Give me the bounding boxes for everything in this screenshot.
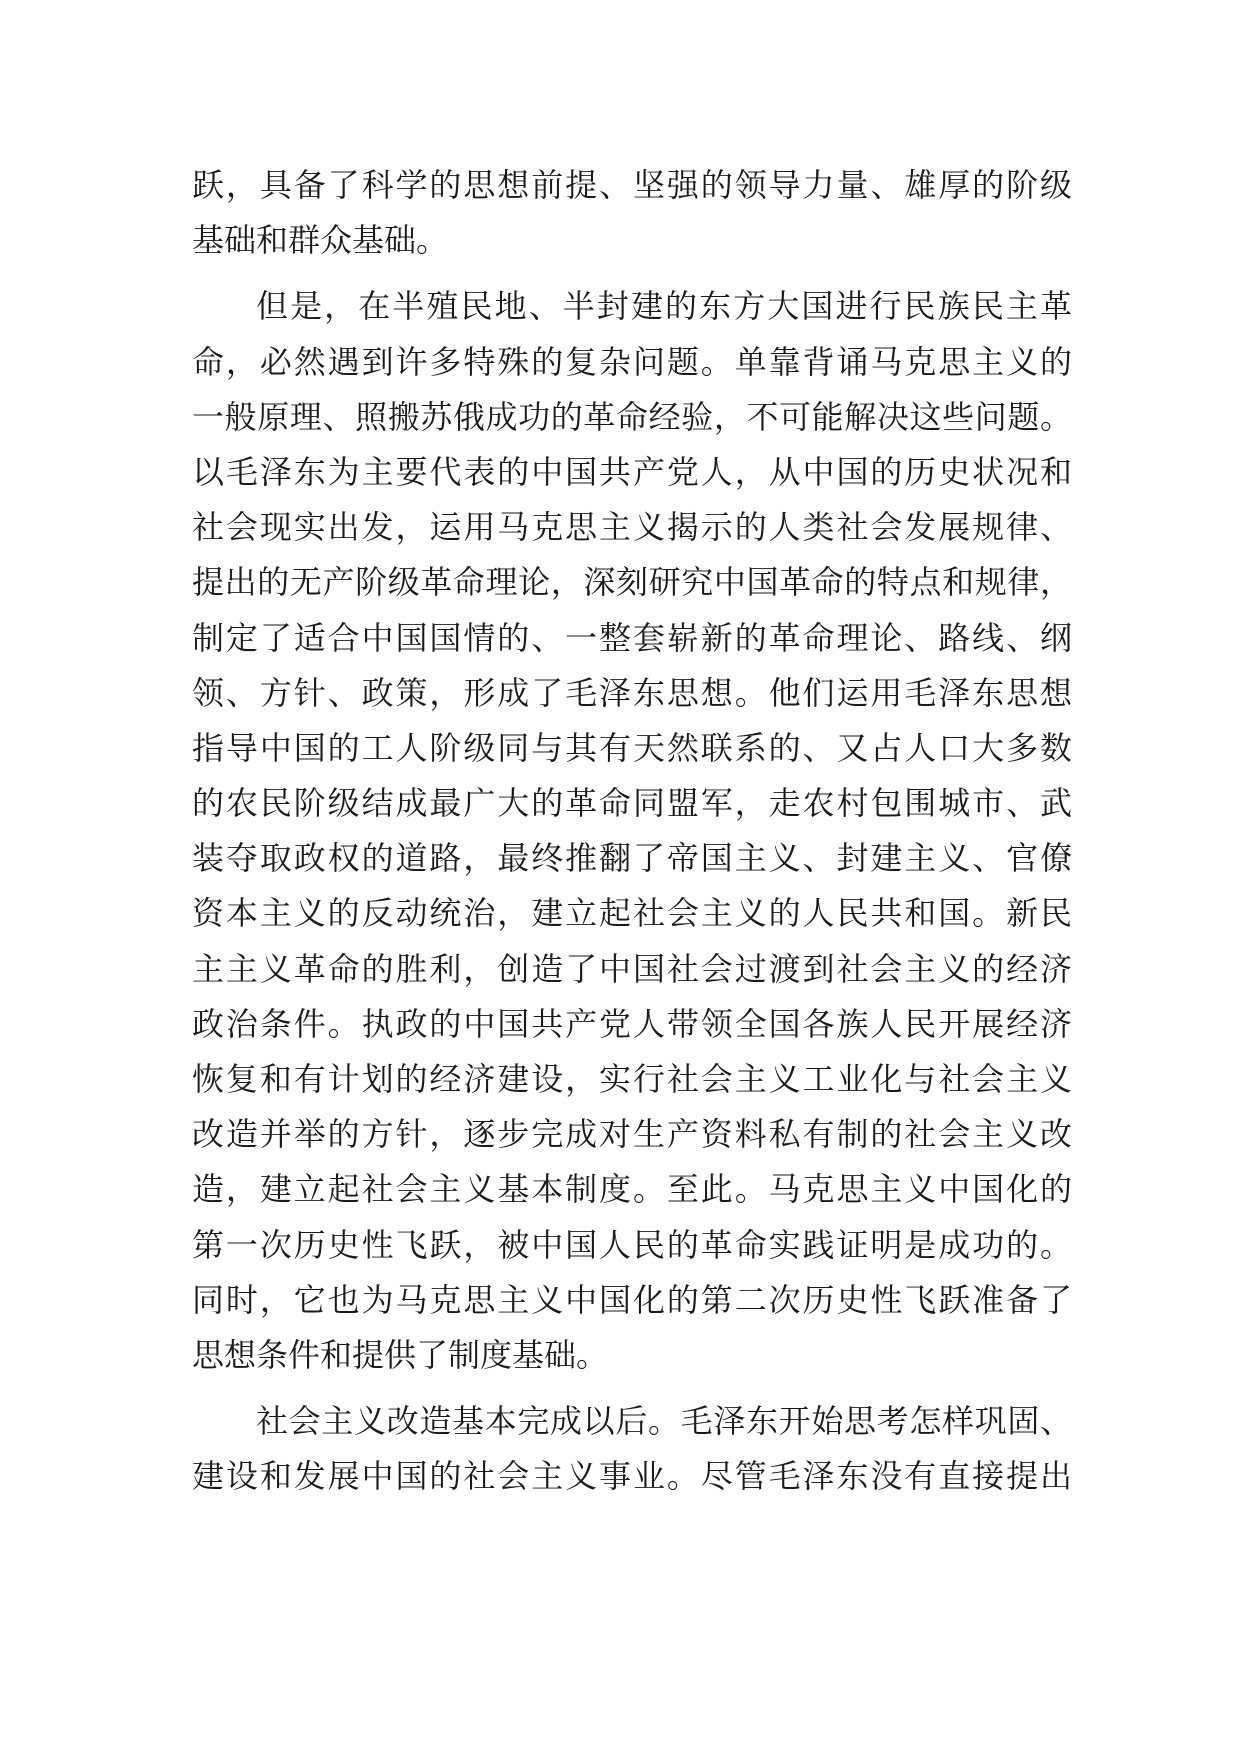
text-line: 资本主义的反动统治，建立起社会主义的人民共和国。新民	[192, 894, 1072, 933]
text-line: 指导中国的工人阶级同与其有天然联系的、又占人口大多数	[192, 728, 1072, 767]
text-line: 的农民阶级结成最广大的革命同盟军，走农村包围城市、武	[192, 784, 1072, 823]
text-line: 基础和群众基础。	[192, 221, 449, 260]
paragraph-gap	[192, 1383, 1072, 1394]
text-line: 造，建立起社会主义基本制度。至此。马克思主义中国化的	[192, 1170, 1072, 1209]
text-line: 装夺取政权的道路，最终推翻了帝国主义、封建主义、官僚	[192, 839, 1072, 878]
text-line: 恢复和有计划的经济建设，实行社会主义工业化与社会主义	[192, 1060, 1072, 1098]
text-line: 以毛泽东为主要代表的中国共产党人，从中国的历史状况和	[192, 452, 1072, 491]
body-text	[192, 158, 1072, 1505]
text-line: 同时，它也为马克思主义中国化的第二次历史性飞跃准备了	[192, 1280, 1072, 1319]
text-line: 命，必然遇到许多特殊的复杂问题。单靠背诵马克思主义的	[192, 342, 1072, 381]
text-line: 提出的无产阶级革命理论，深刻研究中国革命的特点和规律，	[192, 563, 1072, 602]
text-line: 第一次历史性飞跃，被中国人民的革命实践证明是成功的。	[192, 1225, 1072, 1264]
text-line: 改造并举的方针，逐步完成对生产资料私有制的社会主义改	[192, 1115, 1072, 1154]
text-line: 思想条件和提供了制度基础。	[192, 1335, 609, 1374]
text-line: 建设和发展中国的社会主义事业。尽管毛泽东没有直接提出	[192, 1457, 1072, 1496]
text-line: 社会主义改造基本完成以后。毛泽东开始思考怎样巩固、	[256, 1402, 1072, 1441]
text-line: 制定了适合中国国情的、一整套崭新的革命理论、路线、纲	[192, 618, 1072, 657]
paragraph-gap	[192, 268, 1072, 279]
text-line: 主主义革命的胜利，创造了中国社会过渡到社会主义的经济	[192, 949, 1072, 988]
text-line: 社会现实出发，运用马克思主义揭示的人类社会发展规律、	[192, 508, 1072, 547]
text-line: 一般原理、照搬苏俄成功的革命经验，不可能解决这些问题。	[192, 397, 1072, 436]
text-line: 但是，在半殖民地、半封建的东方大国进行民族民主革	[256, 287, 1072, 326]
text-line: 领、方针、政策，形成了毛泽东思想。他们运用毛泽东思想	[192, 673, 1072, 712]
text-line: 政治条件。执政的中国共产党人带领全国各族人民开展经济	[192, 1004, 1072, 1043]
text-line: 跃，具备了科学的思想前提、坚强的领导力量、雄厚的阶级	[192, 166, 1072, 204]
